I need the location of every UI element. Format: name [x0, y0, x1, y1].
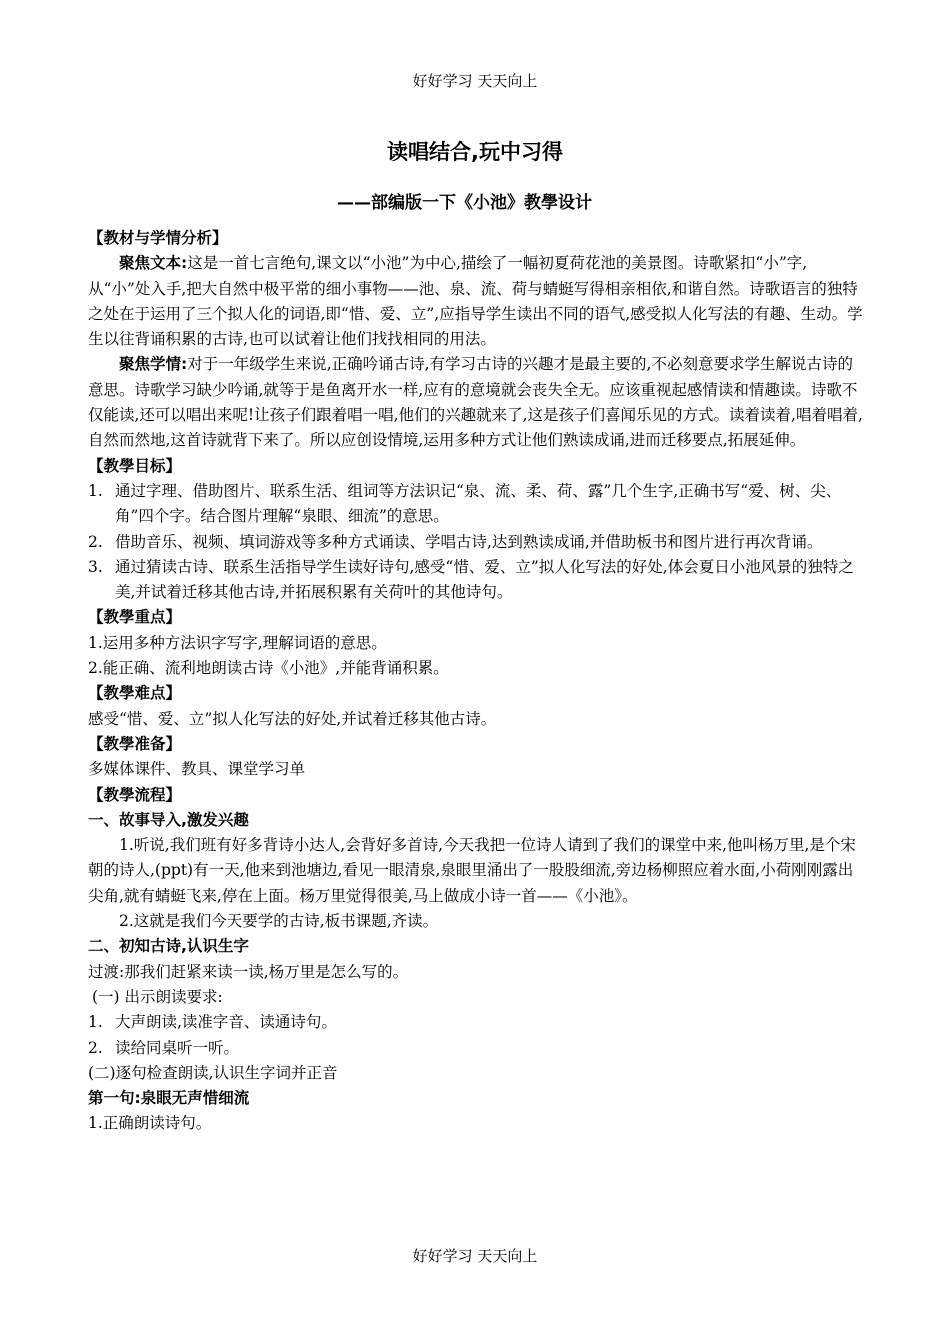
goal-number: 1. [88, 481, 103, 500]
difficulty-text: 感受“惜、爱、立”拟人化写法的好处,并试着迁移其他古诗。 [88, 709, 497, 728]
document-body [88, 226, 864, 1137]
paragraph-student-focus [88, 352, 864, 453]
subheading-reading-requirements: (一) 出示朗读要求: [92, 987, 223, 1006]
section-heading-goals: 【教學目标】 [88, 456, 182, 475]
goal-item [88, 555, 864, 606]
goal-item [88, 530, 864, 555]
focus-item: 1.运用多种方法识字写字,理解词语的意思。 [88, 633, 387, 652]
section-heading-prep: 【教學准备】 [88, 734, 182, 753]
goal-text: 通过字理、借助图片、联系生活、组词等方法识记“泉、流、柔、荷、露”几个生字,正确书写“爱、树、尖、角”四个字。结合图片理解“泉眼、细流”的意思。 [115, 481, 842, 526]
section-heading-analysis: 【教材与学情分析】 [88, 229, 228, 247]
paragraph-body: 对于一年级学生来说,正确吟诵古诗,有学习古诗的兴趣才是最主要的,不必刻意要求学生解说古诗的意思。诗歌学习缺少吟诵,就等于是鱼离开水一样,应有的意境就会丧失全无。应该重视起感情读和情趣读。诗歌不仅能读,还可以唱出来呢!让孩子们跟着唱一唱,他们的兴趣就来了,这是孩子们喜闻乐见的方式。读着读着,唱着唱着,自然而然地,这首诗就背下来了。所以应创设情境,运用多种方式让他们熟读成诵,进而迁移要点,拓展延伸。 [88, 355, 863, 450]
transition-text: 过渡:那我们赶紧来读一读,杨万里是怎么写的。 [88, 962, 409, 981]
requirement-text: 大声朗读,读准字音、读通诗句。 [115, 1013, 337, 1032]
line-item: 1.正确朗读诗句。 [88, 1114, 212, 1133]
requirement-number: 1. [88, 1013, 103, 1032]
requirement-item [88, 1010, 864, 1035]
paragraph-story: 1.听说,我们班有好多背诗小达人,会背好多首诗,今天我把一位诗人请到了我们的课堂中来,他叫杨万里,是个宋朝的诗人,(ppt)有一天,他来到池塘边,看见一眼清泉,泉眼里涌出了一股股细流,旁边杨柳照应着水面,小荷刚刚露出尖角,就有蜻蜓飞来,停在上面。杨万里觉得很美,马上做成小诗一首——《小池》。 [88, 836, 856, 905]
section-heading-difficulty: 【教學难点】 [88, 684, 182, 703]
goal-text: 借助音乐、视频、填词游戏等多种方式诵读、学唱古诗,达到熟读成诵,并借助板书和图片进行再次背诵。 [115, 532, 823, 551]
paragraph-lead: 聚焦文本: [119, 254, 188, 273]
goal-number: 3. [88, 557, 103, 576]
part-heading-1: 一、故事导入,激发兴趣 [88, 810, 249, 829]
paragraph-text-focus [88, 251, 864, 352]
page-header: 好好学习 天天向上 [412, 72, 538, 90]
focus-item: 2.能正确、流利地朗读古诗《小池》,并能背诵积累。 [88, 659, 449, 678]
section-heading-focus: 【教學重点】 [88, 608, 182, 627]
requirement-text: 读给同桌听一听。 [115, 1038, 240, 1057]
goal-number: 2. [88, 532, 103, 551]
goal-item [88, 479, 864, 530]
part-heading-2: 二、初知古诗,认识生字 [88, 937, 249, 956]
line-heading-1: 第一句:泉眼无声惜细流 [88, 1089, 250, 1108]
document-subtitle: ——部编版一下《小池》教學设计 [337, 193, 592, 213]
prep-text: 多媒体课件、教具、课堂学习单 [88, 760, 306, 779]
paragraph-title-reading: 2.这就是我们今天要学的古诗,板书课题,齐读。 [119, 912, 439, 931]
subheading-line-check: (二)逐句检查朗读,认识生字词并正音 [88, 1063, 338, 1082]
page-footer: 好好学习 天天向上 [412, 1247, 538, 1265]
paragraph-body: 这是一首七言绝句,课文以“小池”为中心,描绘了一幅初夏荷花池的美景图。诗歌紧扣“小”字,从“小”处入手,把大自然中极平常的细小事物——池、泉、流、荷与蜻蜓写得相亲相依,和谐自然。诗歌语言的独特之处在于运用了三个拟人化的词语,即“惜、爱、立”,应指导学生读出不同的语气,感受拟人化写法的有趣、生动。学生以往背诵积累的古诗,也可以试着让他们找找相同的用法。 [88, 254, 863, 349]
document-title: 读唱结合,玩中习得 [387, 140, 563, 164]
paragraph-lead: 聚焦学情: [119, 355, 188, 374]
requirement-item [88, 1036, 864, 1061]
requirement-number: 2. [88, 1038, 103, 1057]
goal-text: 通过猜读古诗、联系生活指导学生读好诗句,感受“惜、爱、立”拟人化写法的好处,体会夏日小池风景的独特之美,并试着迁移其他古诗,并拓展积累有关荷叶的其他诗句。 [115, 557, 854, 602]
section-heading-process: 【教學流程】 [88, 785, 182, 804]
